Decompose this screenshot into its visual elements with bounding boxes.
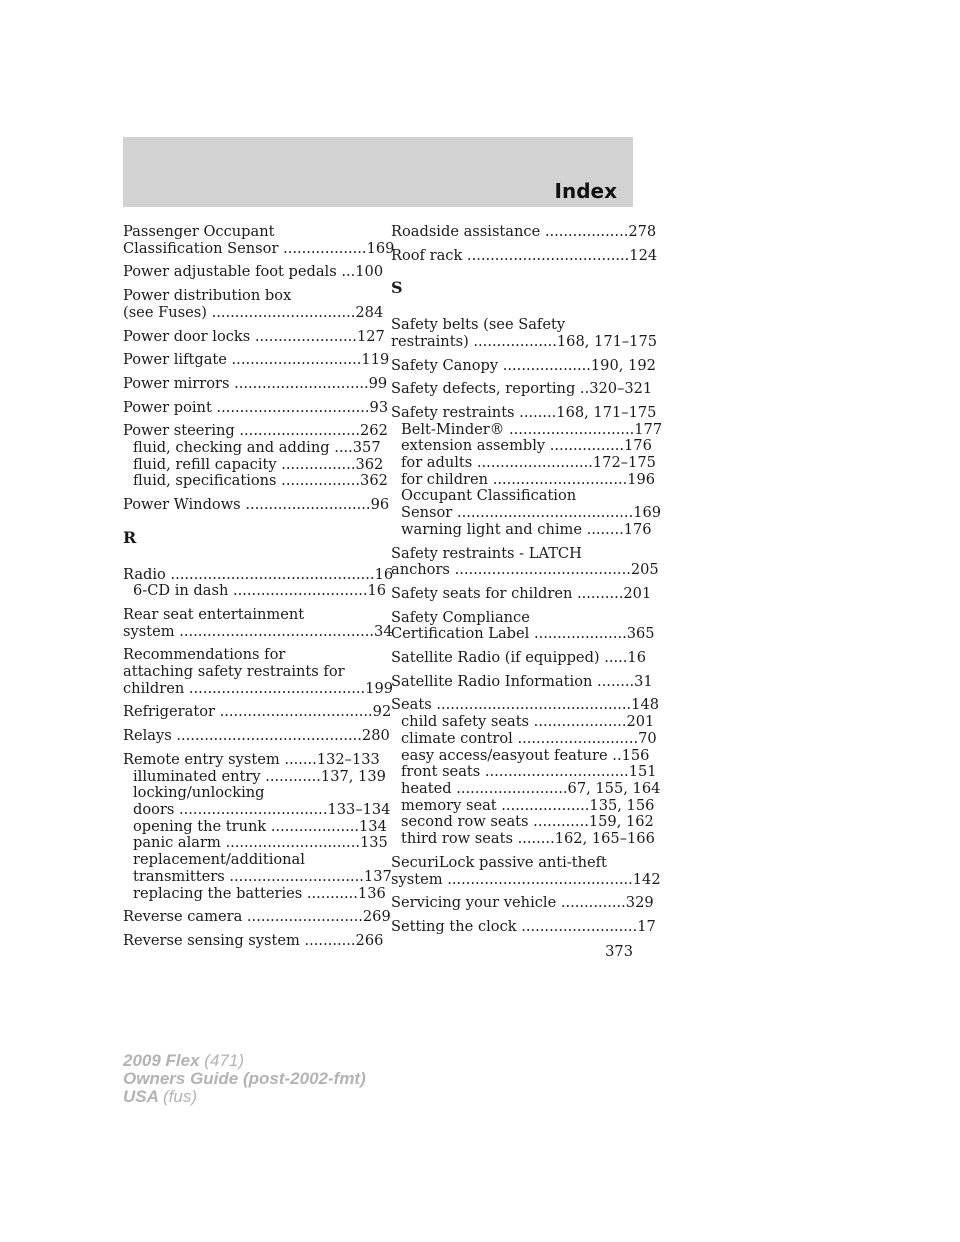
index-entry-line: Safety seats for children ..........201 — [391, 584, 652, 602]
index-entry-line: Relays ........................................280 — [123, 727, 390, 745]
index-entry — [391, 608, 655, 643]
index-entry-line: Remote entry system .......132–133 — [123, 750, 380, 768]
index-entry — [391, 380, 653, 398]
index-subentry-line: 6-CD in dash .............................16 — [133, 582, 387, 600]
index-entry-line: Safety Canopy ...................190, 192 — [391, 356, 656, 374]
index-entry-line: Reverse camera .........................269 — [123, 908, 391, 926]
index-entry-line: Power steering ..........................262 — [123, 422, 388, 440]
footer-market: USA — [123, 1087, 159, 1106]
header-band — [123, 137, 633, 207]
index-entry-line: Safety Compliance — [391, 608, 530, 626]
index-entry-line: Safety restraints - LATCH — [391, 544, 582, 562]
index-entry-line: Power liftgate ............................119 — [123, 351, 390, 369]
index-entry — [391, 917, 656, 936]
index-entry-line: system ........................................142 — [391, 870, 661, 888]
index-entry-line: Safety belts (see Safety — [391, 316, 566, 334]
index-entry — [123, 750, 392, 902]
index-entry — [391, 316, 658, 350]
index-entry-line: Recommendations for — [123, 646, 286, 664]
index-subentry-line: for children .............................196 — [401, 470, 656, 488]
index-subentry-line: Sensor ......................................169 — [401, 504, 662, 522]
index-entry — [123, 703, 392, 721]
index-entry — [123, 398, 389, 417]
index-subentry-line: panic alarm .............................135 — [133, 834, 388, 852]
index-subentry-line: locking/unlocking — [133, 784, 265, 802]
index-entry — [123, 422, 388, 490]
index-entry — [123, 374, 388, 393]
index-subentry-line: replacing the batteries ...........136 — [133, 884, 386, 902]
index-subentry-line: extension assembly ................176 — [401, 437, 652, 455]
index-subentry-line: Occupant Classification — [401, 487, 577, 505]
section-title: Index — [554, 179, 617, 203]
index-entry — [391, 853, 661, 888]
index-subentry-line: climate control ..........................70 — [401, 729, 657, 747]
index-entry — [391, 403, 663, 539]
page-number: 373 — [605, 943, 633, 960]
index-entry — [391, 246, 658, 265]
footer-line-1 — [123, 1052, 366, 1070]
index-entry-line: Roadside assistance ..................278 — [391, 223, 657, 240]
index-entry-line: Radio ............................................16 — [123, 565, 394, 583]
index-subentry-line: for adults .........................172–175 — [401, 454, 656, 472]
index-subentry-line: third row seats ........162, 165–166 — [401, 830, 655, 848]
footer-model: 2009 Flex — [123, 1051, 200, 1070]
index-entry — [123, 908, 391, 926]
index-entry-line: Rear seat entertainment — [123, 605, 305, 623]
index-entry — [123, 496, 390, 514]
index-entry-line: Safety restraints ........168, 171–175 — [391, 403, 657, 421]
index-subentry-line: second row seats ............159, 162 — [401, 813, 654, 831]
index-entry — [123, 727, 390, 745]
index-entry-line: system ..........................................34 — [123, 622, 393, 640]
footer-market-code: (fus) — [163, 1087, 197, 1106]
index-subentry-line: fluid, specifications .................362 — [133, 472, 388, 490]
footer-model-code: (471) — [204, 1051, 244, 1070]
index-subentry-line: heated ........................67, 155, 164 — [401, 779, 661, 797]
index-entry-line: anchors ......................................205 — [391, 561, 659, 579]
index-subentry-line: fluid, checking and adding ....357 — [133, 439, 381, 457]
index-subentry-line: illuminated entry ............137, 139 — [133, 767, 386, 785]
index-subentry-line: easy access/easyout feature ..156 — [401, 746, 650, 764]
index-subentry-line: warning light and chime ........176 — [401, 520, 652, 538]
index-entry — [391, 894, 654, 912]
footer-line-2 — [123, 1070, 366, 1088]
index-entry-line: Power distribution box — [123, 287, 292, 305]
index-entry-line: Certification Label ....................365 — [391, 625, 655, 643]
index-entry — [391, 649, 647, 667]
index-entry-line: Safety defects, reporting ..320–321 — [391, 380, 653, 398]
index-entry — [123, 327, 385, 346]
index-entry-line: Satellite Radio (if equipped) .....16 — [391, 649, 647, 667]
footer-guide: Owners Guide (post-2002-fmt) — [123, 1069, 366, 1088]
index-entry-line: Power Windows ...........................96 — [123, 496, 390, 514]
index-entry-line: restraints) ..................168, 171–175 — [391, 332, 658, 350]
index-entry — [391, 584, 652, 603]
index-entry-line: (see Fuses) ...............................284 — [123, 303, 384, 321]
index-entry-line: Power point .................................93 — [123, 398, 389, 416]
index-entry — [123, 565, 394, 600]
index-entry-line: SecuriLock passive anti-theft — [391, 853, 607, 871]
index-entry — [123, 223, 395, 257]
index-entry-line: Passenger Occupant — [123, 223, 275, 240]
index-entry-line: Reverse sensing system ...........266 — [123, 931, 384, 949]
index-subentry-line: front seats ...............................151 — [401, 763, 657, 781]
index-entry — [391, 544, 659, 579]
index-entry-line: children ......................................199 — [123, 679, 394, 697]
index-entry — [123, 287, 384, 321]
index-entry — [123, 605, 393, 640]
index-entry-line: Setting the clock .........................17 — [391, 917, 656, 935]
index-letter-heading: R — [123, 527, 137, 547]
index-subentry-line: replacement/additional — [133, 851, 305, 869]
index-subentry-line: doors ................................133–134 — [133, 800, 391, 818]
index-subentry-line: fluid, refill capacity ................362 — [133, 455, 384, 473]
index-entry-line: Classification Sensor ..................169 — [123, 239, 395, 257]
index-letter-heading: S — [391, 278, 403, 298]
index-entry-line: Power mirrors .............................99 — [123, 374, 388, 392]
footer-imprint — [123, 1052, 366, 1106]
index-entry-line: Roof rack ...................................124 — [391, 246, 658, 264]
footer-line-3 — [123, 1088, 366, 1106]
index-subentry-line: memory seat ...................135, 156 — [401, 796, 655, 814]
index-entry — [391, 672, 653, 691]
index-entry — [123, 646, 394, 697]
index-entry — [123, 931, 384, 950]
index-entry-line: Power door locks ......................127 — [123, 327, 385, 345]
index-entry-line: attaching safety restraints for — [123, 663, 345, 681]
index-entry-line: Power adjustable foot pedals ...100 — [123, 263, 384, 281]
index-subentry-line: opening the trunk ...................134 — [133, 817, 387, 835]
index-subentry-line: Belt-Minder® ...........................177 — [401, 420, 663, 438]
index-entry-line: Servicing your vehicle ..............329 — [391, 894, 654, 912]
index-entry — [123, 351, 390, 369]
index-entry-line: Seats ..........................................148 — [391, 696, 660, 714]
index-entry — [391, 356, 656, 375]
index-entry-line: Satellite Radio Information ........31 — [391, 672, 653, 690]
index-entry-line: Refrigerator .................................92 — [123, 703, 392, 721]
index-entry — [391, 223, 657, 241]
index-subentry-line: child safety seats ....................201 — [401, 713, 655, 731]
index-column-left — [123, 223, 395, 957]
index-entry — [123, 263, 384, 281]
index-column-right — [391, 223, 663, 943]
index-entry — [391, 696, 661, 848]
index-subentry-line: transmitters .............................137 — [133, 867, 392, 885]
